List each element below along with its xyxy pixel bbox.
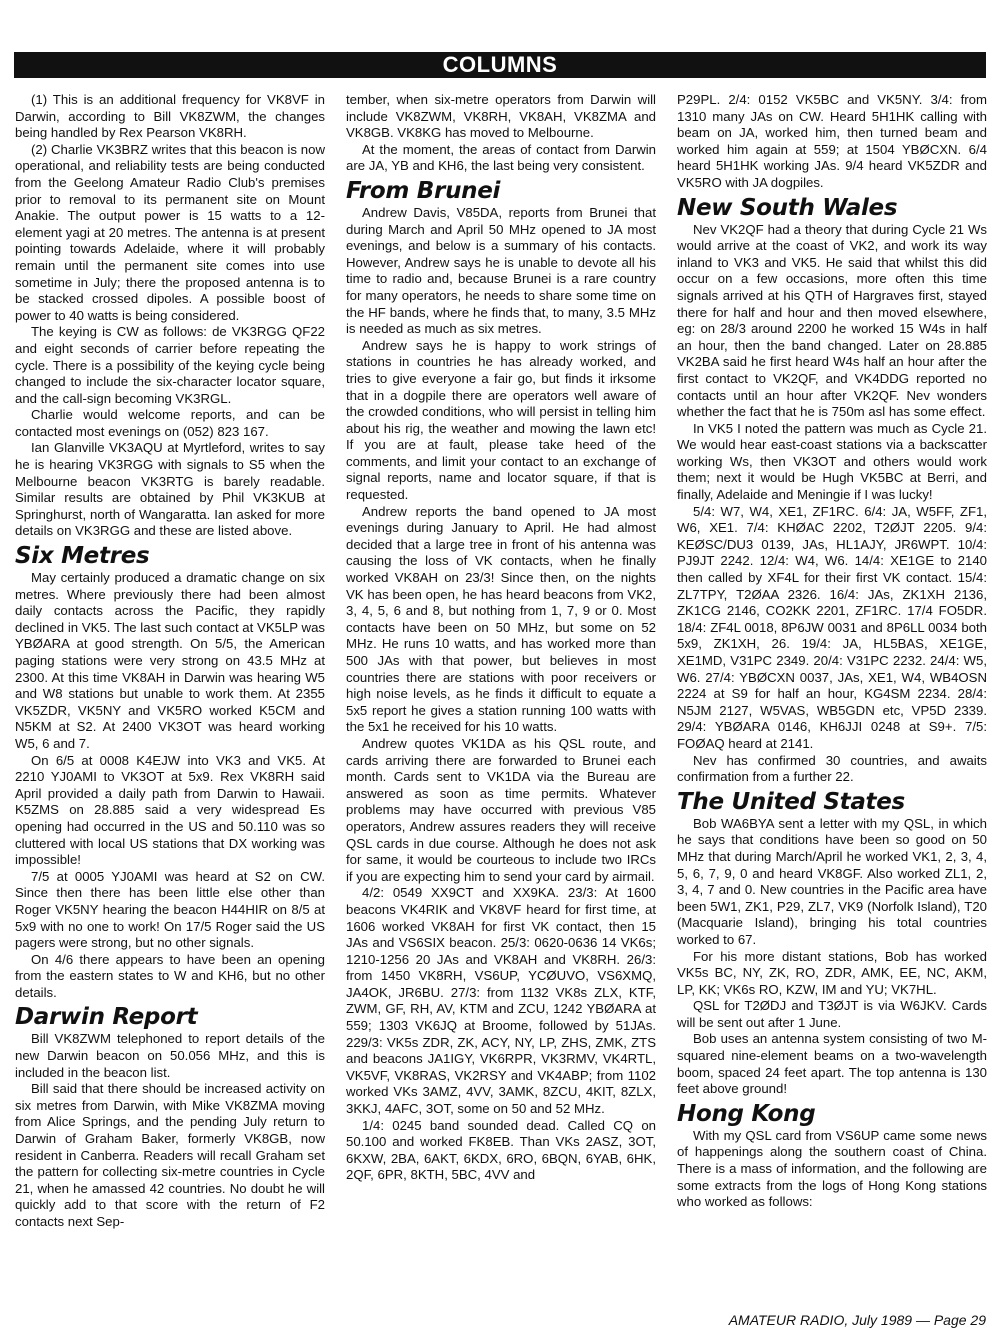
paragraph: Bill said that there should be increased activity on six metres from Darwin, with Mike VK8ZMA moving from Alice Springs, and the pending July return to Darwin of Graham Baker, formerly VK8GB, now resident in Canberra. Readers will recall Graham set the pattern for collecting six-metre countries in Cycle 21, when he amassed 42 countries. No doubt he will quickly add to that score with the return of F2 contacts next Sep- (15, 1081, 325, 1229)
paragraph: May certainly produced a dramatic change on six metres. Where previously there had been almost daily contacts across the Pacific, they rapidly declined in VK5. The last such contact at VK5LP was YBØARA at good strength. On 5/5, the American paging stations were very strong on 43.5 MHz at 2300. At this time VK8AH in Darwin was hearing W5 and W8 stations but unable to work them. At 2355 VK5ZDR, VK5NY and VK5RO worked K5CM and N5KM at S2. At 2400 VK3OT was heard working W5, 6 and 7. (15, 570, 325, 751)
paragraph: tember, when six-metre operators from Darwin will include VK8ZWM, VK8RH, VK8AH, VK8ZMA and VK8GB. VK8KG has moved to Melbourne. (346, 92, 656, 141)
heading-united-states: The United States (677, 788, 905, 815)
column-1 (15, 92, 325, 1300)
paragraph: (1) This is an additional frequency for VK8VF in Darwin, according to Bill VK8ZWM, the changes being handled by Rex Pearson VK8RH. (15, 92, 325, 141)
paragraph: Nev VK2QF had a theory that during Cycle 21 Ws would arrive at the coast of VK2, and work its way inland to VK3 and VK5. He said that whilst this did occur on a few occasions, more often this time signals arrived at his QTH of Hargraves first, stayed there for half and hour and then moved elsewhere, eg: on 28/3 around 2200 he worked 15 W4s in half an hour, then the band changed. Later on 28.885 VK2BA said he first heard W4s half an hour after the first contact to VK2QF, and VK4DDG reported no contacts until an hour after VK2QF. Nev wonders whether the fact that he is 750m asl has some effect. (677, 221, 987, 420)
paragraph: Andrew says he is happy to work strings of stations in countries he has already worked, and tries to give everyone a fair go, but finds it irksome that in a dogpile there are operators well aware of the crowded conditions, who will persist in telling him about his rig, the weather and mowing the lawn etc! If you are at fault, please take heed of the comments, and limit your contact to an exchange of signal reports, name and locator square, if that is requested. (346, 337, 656, 503)
paragraph: P29PL. 2/4: 0152 VK5BC and VK5NY. 3/4: from 1310 many JAs on CW. Heard 5H1HK calling with beam on JA, worked him, then turned beam and worked him again at 559; at 1504 YBØCXN. 6/4 heard 5H1HK working JAs. 9/4 heard VK5ZDR and VK5RO with JA dogpiles. (677, 92, 987, 190)
paragraph: Andrew Davis, V85DA, reports from Brunei that during March and April 50 MHz opened to JA most evenings, and below is a summary of his contacts. However, Andrew says he is unable to devote all his time to radio and, because Brunei is a rare country for many operators, he needs to share some time on the HF bands, where he finds that, to many, 3.5 MHz is needed as much as six metres. (346, 204, 656, 337)
paragraph: Andrew reports the band opened to JA most evenings during January to April. He had almost decided that a large tree in front of his antenna was causing the loss of VK contacts, when he finally worked VK8AH on 23/3! Since then, on the nights VK has been open, he has heard beacons from VK2, 3, 4, 5, 6 and 8, but nothing from 1, 7, 9 or 0. Most contacts have been on 50 MHz, but some on 52 MHz. He runs 10 watts, and has worked more than 500 JAs with that power, but believes in most countries there are stations with poor receivers or high noise levels, as he finds it difficult to equate a 5x5 report he gives a station running 100 watts with the 5x1 he received for his 10 watts. (346, 503, 656, 735)
paragraph: Bob WA6BYA sent a letter with my QSL, in which he says that conditions have been so good on 50 MHz that during March/April he worked VK1, 2, 3, 4, 5, 6, 7, 9, 0 and heard VK8GF. Also worked ZL1, 2, 3, 4, 7 and 0. New countries in the Pacific area have been 5W1, ZK1, P29, ZL7, VK9 (Norfolk Island), T20 (Macquarie Island), bringing his total countries worked to 67. (677, 815, 987, 947)
paragraph: 5/4: W7, W4, XE1, ZF1RC. 6/4: JA, W5FF, ZF1, W6, XE1. 7/4: KHØAC 2202, T2ØJT 2205. 9/4: KEØSC/DU3 0139, JAs, HL1AJY, JR6WPT. 10/4: PJ9JT 2242. 12/4: W4, W6. 14/4: XE1GE to 2140 then called by XF4L for their first VK contact. 15/4: ZL7TPY, T2ØAA 2326. 16/4: JAs, ZK1XH 2136, ZK1CG 2146, CO2KK 2201, ZF1RC. 17/4 FO5DR. 18/4: ZF4L 0018, 8P6JW 0031 and 8P6LL 0034 both 5x9, ZK1XH, 26. 19/4: JA, HL5BAS, XE1GE, XE1MD, V31PC 2349. 20/4: V31PC 2232. 24/4: W5, W6. 27/4: YBØCXN 0037, JAs, XE1, W4, WB4OSN 2224 at S9 for half an hour, KG4SM 2234. 28/4: N5JM 2127, W5VAS, WB5GDN etc, VP5D 2339. 29/4: YBØARA 0146, KH6JJI 0248 at S9+. 7/5: FOØAQ heard at 2141. (677, 503, 987, 751)
paragraph: On 4/6 there appears to have been an opening from the eastern states to W and KH6, but no other details. (15, 951, 325, 1000)
paragraph: 7/5 at 0005 YJ0AMI was heard at S2 on CW. Since then there has been little else other than Roger VK5NY hearing the beacon H44HIR on 8/5 at 5x9 with no one to work! On 17/5 Roger said the US pagers were strong, but no other signals. (15, 868, 325, 951)
paragraph: Andrew quotes VK1DA as his QSL route, and cards arriving there are forwarded to Brunei each month. Cards sent to VK1DA via the Bureau are answered as soon as time permits. Whatever problems may have occurred with previous V85 operators, Andrew assures readers they will receive QSL cards in due course. Although he does not ask for same, it would be courteous to include two IRCs if you are expecting him to send your card by airmail. (346, 735, 656, 884)
paragraph: The keying is CW as follows: de VK3RGG QF22 and eight seconds of carrier before repeating the cycle. There is a possibility of the keying cycle being changed to include the six-character locator square, and the call-sign becoming VK3RGL. (15, 324, 325, 406)
magazine-name: AMATEUR RADIO, (728, 1312, 849, 1328)
paragraph: In VK5 I noted the pattern was much as Cycle 21. We would hear east-coast stations via a backscatter working Ws, then VK3OT and others would work them; next it would be Hugh VK5BC at Berri, and finally, Adelaide and Meningie if I was lucky! (677, 420, 987, 503)
paragraph: (2) Charlie VK3BRZ writes that this beacon is now operational, and reliability tests are being conducted from the Geelong Amateur Radio Club's premises prior to removal to its permanent site on Mount Anakie. The output power is 15 watts to a 12-element yagi at 20 metres. The antenna is at present pointing towards Adelaide, where it will probably remain until the permanent site comes into use sometime in July; there the proposed antenna is to be stacked crossed dipoles. A possible boost of power to 40 watts is being considered. (15, 141, 325, 323)
column-3 (677, 92, 987, 1300)
paragraph: Bill VK8ZWM telephoned to report details of the new Darwin beacon on 50.056 MHz, and this is included in the beacon list. (15, 1031, 325, 1080)
paragraph: For his more distant stations, Bob has worked VK5s BC, NY, ZK, RO, ZDR, AMK, EE, NC, AKM, LP, KK; VK6s RO, KZW, IM and YU; VK7HL. (677, 948, 987, 997)
paragraph: 4/2: 0549 XX9CT and XX9KA. 23/3: At 1600 beacons VK4RIK and VK8VF heard for first time, at 1606 worked VK8AH for first VK contact, then 15 JAs and VS6SIX beacon. 25/3: 0620-0636 14 VK6s; 1210-1256 20 JAs and VK8AH and VK8RH. 26/3: from 1450 VK8RH, VS6UP, YCØUVO, VS6XMQ, JA4OK, JR6BU. 27/3: from 1132 VK8s ZLX, KTF, ZWM, GF, RH, AV, KTM and ZCU, 1242 YBØARA at 559; 1303 VK6JQ at Broome, followed by 51JAs. 229/3: VK5s ZDR, ZK, ACY, NY, LP, ZHS, ZMK, ZTS and beacons JA1IGY, VK6RPR, VK3RMV, VK4RTL, VK5VF, VK8RAS, VK2RSY and VK4ABP; from 1102 worked VKs 3AMZ, 4VV, 3AMK, 8ZCU, 4KIT, 8ZLX, 3KKJ, 4AFC, 3OT, some on 50 and 52 MHz. (346, 885, 656, 1117)
paragraph: QSL for T2ØDJ and T3ØJT is via W6JKV. Cards will be sent out after 1 June. (677, 998, 987, 1030)
column-2 (346, 92, 656, 1300)
paragraph: With my QSL card from VS6UP came some news of happenings along the southern coast of China. There is a mass of information, and the following are some extracts from the logs of Hong Kong stations who worked as follows: (677, 1127, 987, 1210)
issue-and-page: July 1989 — Page 29 (852, 1312, 986, 1328)
page-footer (729, 1312, 986, 1328)
paragraph: Ian Glanville VK3AQU at Myrtleford, writes to say he is hearing VK3RGG with signals to S5 when the Melbourne beacon VK3RTG is barely readable. Similar results are obtained by Phil VK3KUB at Springhurst, north of Wangaratta. Ian asked for more details on VK3RGG and these are listed above. (15, 440, 325, 539)
heading-new-south-wales: New South Wales (677, 194, 898, 221)
section-title: COLUMNS (442, 52, 558, 77)
paragraph: Charlie would welcome reports, and can be contacted most evenings on (052) 823 167. (15, 407, 325, 439)
heading-darwin-report: Darwin Report (15, 1004, 198, 1031)
heading-hong-kong: Hong Kong (677, 1100, 816, 1127)
heading-six-metres: Six Metres (15, 543, 150, 570)
paragraph: Bob uses an antenna system consisting of two M-squared nine-element beams on a two-wavelength boom, spaced 24 feet apart. The top antenna is 130 feet above ground! (677, 1031, 987, 1097)
heading-from-brunei: From Brunei (346, 177, 501, 204)
paragraph: 1/4: 0245 band sounded dead. Called CQ on 50.100 and worked FK8EB. Than VKs 2ASZ, 3OT, 6KXW, 2BA, 6AKT, 6KDX, 6RO, 6BQN, 6YAB, 6HK, 2QF, 6PR, 8KTH, 5BC, 4VV and (346, 1117, 656, 1183)
paragraph: Nev has confirmed 30 countries, and awaits confirmation from a further 22. (677, 752, 987, 785)
paragraph: At the moment, the areas of contact from Darwin are JA, YB and KH6, the last being very consistent. (346, 141, 656, 174)
paragraph: On 6/5 at 0008 K4EJW into VK3 and VK5. At 2210 YJ0AMI to VK3OT at 5x9. Rex VK8RH said April provided a daily path from Darwin to Hawaii. K5ZMS on 28.885 said a very widespread Es opening had occurred in the US and 50.110 was so cluttered with local US stations that DX working was impossible! (15, 752, 325, 868)
